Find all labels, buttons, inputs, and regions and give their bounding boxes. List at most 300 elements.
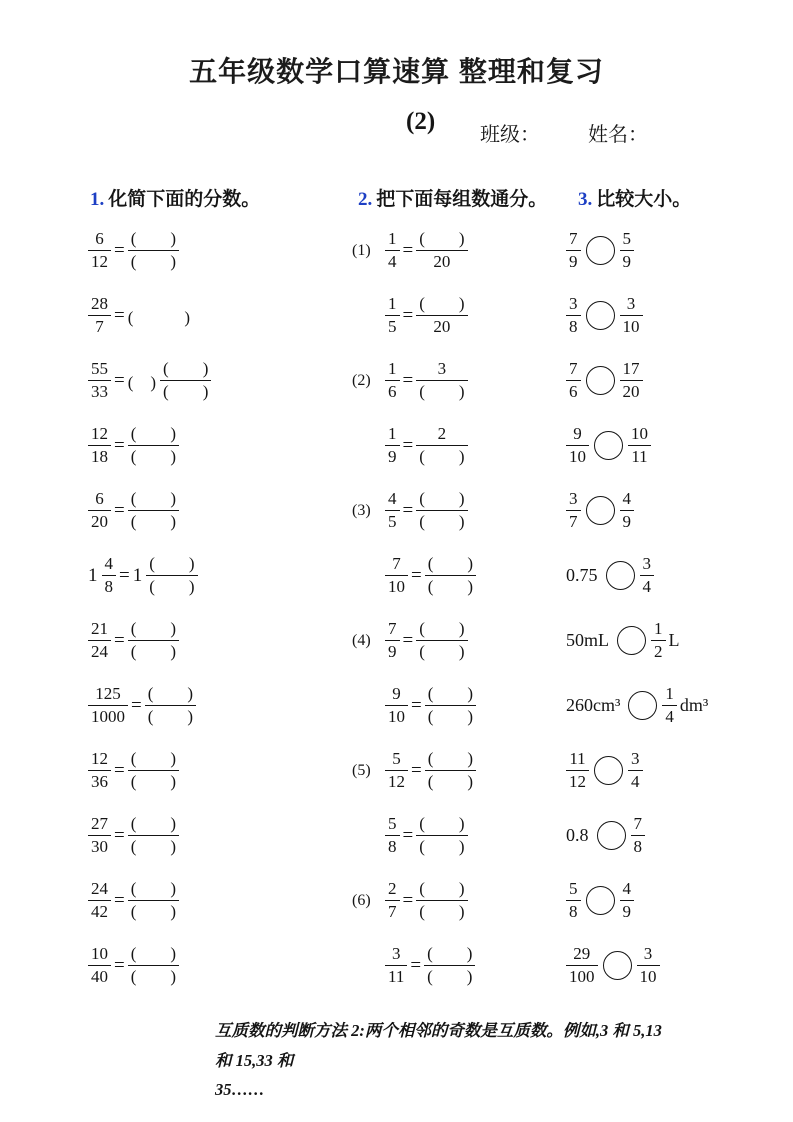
answer-blank: ( ) bbox=[127, 308, 191, 327]
section-label: 比较大小。 bbox=[596, 189, 692, 210]
right-fraction bbox=[620, 359, 643, 401]
fraction bbox=[385, 749, 408, 791]
denominator: 4 bbox=[388, 252, 397, 271]
equals-sign: = bbox=[114, 304, 125, 326]
numerator-blank: ( ) bbox=[145, 684, 196, 706]
section-heading-simplify bbox=[90, 184, 260, 211]
equals-sign: = bbox=[119, 564, 130, 586]
fraction bbox=[385, 294, 400, 336]
problem-row bbox=[566, 478, 793, 543]
answer-fraction-blank bbox=[416, 814, 467, 856]
problem-row bbox=[566, 283, 793, 348]
numerator: 29 bbox=[566, 944, 598, 966]
answer-fraction-blank bbox=[425, 554, 476, 596]
equals-sign: = bbox=[114, 759, 125, 781]
answer-fraction-blank bbox=[128, 814, 179, 856]
numerator: 12 bbox=[88, 424, 111, 446]
equals-sign: = bbox=[402, 369, 414, 391]
page-title: 五年级数学口算速算 整理和复习 bbox=[189, 56, 604, 87]
numerator-blank: ( ) bbox=[416, 489, 467, 511]
numerator: 28 bbox=[88, 294, 111, 316]
column-simplify bbox=[88, 218, 356, 998]
equals-sign: = bbox=[411, 759, 422, 781]
fraction bbox=[88, 814, 111, 856]
left-fraction bbox=[566, 359, 581, 401]
denominator-blank: ( ) bbox=[427, 707, 474, 726]
numerator-blank: ( ) bbox=[160, 359, 211, 381]
denominator: 7 bbox=[95, 317, 104, 336]
numerator-blank: ( ) bbox=[128, 944, 179, 966]
comparison-circle bbox=[606, 561, 635, 590]
fraction bbox=[88, 684, 128, 726]
denominator-blank: ( ) bbox=[419, 382, 465, 401]
problem-row bbox=[352, 608, 574, 673]
fraction bbox=[88, 294, 111, 336]
right-fraction bbox=[620, 879, 635, 921]
numerator: 27 bbox=[88, 814, 111, 836]
right-fraction bbox=[662, 684, 677, 726]
numerator: 3 bbox=[416, 359, 467, 381]
comparison-circle bbox=[603, 951, 632, 980]
group-number: (5) bbox=[352, 761, 371, 779]
problem-row bbox=[566, 803, 793, 868]
numerator: 21 bbox=[88, 619, 111, 641]
denominator: 8 bbox=[633, 837, 642, 856]
right-fraction bbox=[640, 554, 655, 596]
equals-sign: = bbox=[114, 889, 125, 911]
denominator: 20 bbox=[433, 317, 451, 336]
numerator-blank: ( ) bbox=[146, 554, 197, 576]
problem-row bbox=[352, 348, 574, 413]
denominator: 9 bbox=[622, 902, 631, 921]
whole-number: 1 bbox=[132, 564, 143, 586]
numerator-blank: ( ) bbox=[128, 879, 179, 901]
left-fraction bbox=[566, 489, 581, 531]
numerator: 7 bbox=[566, 359, 581, 381]
denominator: 30 bbox=[91, 837, 108, 856]
section-number: 2. bbox=[358, 189, 373, 210]
denominator-blank: ( ) bbox=[147, 707, 194, 726]
numerator: 5 bbox=[385, 749, 408, 771]
problem-row bbox=[88, 738, 356, 803]
problem-row bbox=[352, 803, 574, 868]
denominator: 11 bbox=[388, 967, 405, 986]
comparison-circle bbox=[597, 821, 626, 850]
left-fraction bbox=[566, 424, 589, 466]
section-label: 化简下面的分数。 bbox=[108, 189, 261, 210]
answer-fraction-blank bbox=[425, 749, 476, 791]
denominator: 9 bbox=[388, 447, 397, 466]
denominator: 18 bbox=[91, 447, 108, 466]
denominator: 20 bbox=[622, 382, 640, 401]
numerator: 10 bbox=[88, 944, 111, 966]
answer-fraction-blank bbox=[416, 359, 467, 401]
comparison-circle bbox=[594, 431, 623, 460]
numerator: 4 bbox=[620, 489, 635, 511]
answer-fraction-blank bbox=[424, 944, 475, 986]
name-label: 姓名： bbox=[588, 124, 648, 146]
denominator-blank: ( ) bbox=[419, 837, 465, 856]
denominator: 8 bbox=[388, 837, 397, 856]
numerator: 125 bbox=[88, 684, 128, 706]
numerator: 3 bbox=[637, 944, 660, 966]
denominator: 5 bbox=[388, 512, 397, 531]
denominator: 4 bbox=[631, 772, 640, 791]
problem-row bbox=[88, 283, 356, 348]
numerator: 12 bbox=[88, 749, 111, 771]
denominator: 4 bbox=[665, 707, 674, 726]
denominator-blank: ( ) bbox=[163, 382, 209, 401]
denominator: 12 bbox=[388, 772, 405, 791]
numerator: 5 bbox=[385, 814, 400, 836]
problem-row bbox=[88, 413, 356, 478]
numerator: 3 bbox=[566, 294, 581, 316]
denominator-blank: ( ) bbox=[149, 577, 195, 596]
answer-fraction-blank bbox=[146, 554, 197, 596]
answer-fraction-blank bbox=[128, 489, 179, 531]
problem-row bbox=[566, 673, 793, 738]
denominator-blank: ( ) bbox=[130, 642, 177, 661]
problem-row bbox=[566, 933, 793, 998]
right-fraction bbox=[628, 749, 643, 791]
problem-row bbox=[88, 933, 356, 998]
answer-fraction-blank bbox=[128, 229, 179, 271]
numerator-blank: ( ) bbox=[128, 489, 179, 511]
fraction bbox=[88, 749, 111, 791]
numerator: 1 bbox=[662, 684, 677, 706]
footer-line-1: 互质数的判断方法 2:两个相邻的奇数是互质数。例如,3 和 5,13 和 15,33 和 bbox=[215, 1021, 662, 1070]
denominator-blank: ( ) bbox=[130, 772, 177, 791]
left-value: 50mL bbox=[566, 630, 609, 650]
answer-fraction-blank bbox=[128, 424, 179, 466]
denominator: 9 bbox=[388, 642, 397, 661]
numerator: 1 bbox=[385, 424, 400, 446]
answer-fraction-blank bbox=[425, 684, 476, 726]
group-number: (2) bbox=[352, 371, 371, 389]
numerator: 3 bbox=[566, 489, 581, 511]
answer-fraction-blank bbox=[128, 944, 179, 986]
equals-sign: = bbox=[402, 499, 414, 521]
problem-row bbox=[352, 933, 574, 998]
equals-sign: = bbox=[114, 954, 125, 976]
denominator: 12 bbox=[569, 772, 586, 791]
section-number: 1. bbox=[90, 189, 105, 210]
comparison-circle bbox=[586, 366, 615, 395]
problem-row bbox=[352, 673, 574, 738]
numerator: 11 bbox=[566, 749, 589, 771]
fraction bbox=[88, 619, 111, 661]
numerator: 7 bbox=[566, 229, 581, 251]
equals-sign: = bbox=[114, 499, 125, 521]
denominator: 24 bbox=[91, 642, 108, 661]
numerator: 4 bbox=[620, 879, 635, 901]
numerator-blank: ( ) bbox=[425, 554, 476, 576]
equals-sign: = bbox=[402, 824, 414, 846]
numerator: 2 bbox=[385, 879, 400, 901]
equals-sign: = bbox=[114, 239, 125, 261]
fraction bbox=[385, 879, 400, 921]
denominator: 12 bbox=[91, 252, 108, 271]
right-unit: dm³ bbox=[679, 695, 709, 715]
equals-sign: = bbox=[402, 629, 414, 651]
left-value: 260cm³ bbox=[566, 695, 621, 715]
right-fraction bbox=[620, 489, 635, 531]
section-heading-common-denominator bbox=[358, 184, 547, 211]
left-fraction bbox=[566, 944, 598, 986]
footer-note bbox=[215, 1016, 675, 1105]
denominator: 11 bbox=[631, 447, 648, 466]
comparison-circle bbox=[586, 236, 615, 265]
numerator: 5 bbox=[620, 229, 635, 251]
answer-fraction-blank bbox=[416, 424, 467, 466]
problem-row bbox=[88, 218, 356, 283]
left-fraction bbox=[566, 294, 581, 336]
column-common-denominator bbox=[352, 218, 574, 998]
numerator-blank: ( ) bbox=[128, 814, 179, 836]
left-fraction bbox=[566, 229, 581, 271]
numerator: 3 bbox=[620, 294, 643, 316]
denominator: 6 bbox=[388, 382, 397, 401]
numerator-blank: ( ) bbox=[416, 619, 467, 641]
right-fraction bbox=[651, 619, 666, 661]
fraction bbox=[88, 424, 111, 466]
problem-row bbox=[88, 868, 356, 933]
numerator: 9 bbox=[385, 684, 408, 706]
comparison-circle bbox=[628, 691, 657, 720]
numerator: 7 bbox=[385, 554, 408, 576]
equals-sign: = bbox=[114, 434, 125, 456]
equals-sign: = bbox=[402, 434, 414, 456]
answer-fraction-blank bbox=[416, 229, 467, 271]
right-fraction bbox=[628, 424, 651, 466]
comparison-circle bbox=[586, 301, 615, 330]
numerator: 1 bbox=[651, 619, 666, 641]
fraction bbox=[385, 359, 400, 401]
numerator: 1 bbox=[385, 294, 400, 316]
answer-fraction-blank bbox=[416, 489, 467, 531]
numerator: 3 bbox=[628, 749, 643, 771]
denominator-blank: ( ) bbox=[130, 447, 177, 466]
fraction bbox=[385, 944, 407, 986]
answer-fraction-blank bbox=[128, 619, 179, 661]
denominator-blank: ( ) bbox=[427, 967, 473, 986]
denominator: 1000 bbox=[91, 707, 125, 726]
numerator: 4 bbox=[102, 554, 117, 576]
fraction bbox=[88, 489, 111, 531]
column-compare bbox=[566, 218, 793, 998]
denominator-blank: ( ) bbox=[419, 642, 465, 661]
problem-row bbox=[566, 608, 793, 673]
problem-row bbox=[88, 348, 356, 413]
equals-sign: = bbox=[402, 304, 414, 326]
numerator-blank: ( ) bbox=[416, 814, 467, 836]
fraction bbox=[102, 554, 117, 596]
answer-fraction-blank bbox=[128, 749, 179, 791]
denominator-blank: ( ) bbox=[130, 902, 177, 921]
fraction bbox=[88, 229, 111, 271]
right-unit: L bbox=[668, 630, 680, 650]
section-label: 把下面每组数通分。 bbox=[376, 189, 548, 210]
fraction bbox=[385, 684, 408, 726]
equals-sign: = bbox=[410, 954, 422, 976]
section-heading-compare bbox=[578, 184, 691, 211]
equals-sign: = bbox=[411, 694, 422, 716]
section-number: 3. bbox=[578, 189, 593, 210]
denominator-blank: ( ) bbox=[130, 512, 177, 531]
numerator-blank: ( ) bbox=[128, 619, 179, 641]
denominator-blank: ( ) bbox=[130, 967, 177, 986]
denominator: 40 bbox=[91, 967, 108, 986]
problem-row bbox=[566, 413, 793, 478]
problem-row bbox=[566, 738, 793, 803]
whole-number-blank: ( ) bbox=[127, 373, 157, 392]
worksheet-number: (2) bbox=[406, 108, 436, 135]
denominator: 42 bbox=[91, 902, 108, 921]
left-value: 0.75 bbox=[566, 565, 598, 585]
numerator: 6 bbox=[88, 489, 111, 511]
denominator: 33 bbox=[91, 382, 108, 401]
numerator-blank: ( ) bbox=[416, 879, 467, 901]
denominator-blank: ( ) bbox=[427, 772, 474, 791]
equals-sign: = bbox=[402, 239, 414, 261]
fraction bbox=[385, 554, 408, 596]
numerator-blank: ( ) bbox=[128, 229, 179, 251]
fraction bbox=[385, 619, 400, 661]
numerator-blank: ( ) bbox=[416, 229, 467, 251]
left-value: 0.8 bbox=[566, 825, 589, 845]
equals-sign: = bbox=[114, 369, 125, 391]
denominator: 20 bbox=[91, 512, 108, 531]
answer-fraction-blank bbox=[145, 684, 196, 726]
numerator: 1 bbox=[385, 229, 400, 251]
answer-fraction-blank bbox=[160, 359, 211, 401]
numerator-blank: ( ) bbox=[425, 749, 476, 771]
denominator-blank: ( ) bbox=[419, 512, 465, 531]
footer-line-2: 35…… bbox=[215, 1080, 265, 1100]
problem-row bbox=[88, 673, 356, 738]
equals-sign: = bbox=[114, 629, 125, 651]
problem-row bbox=[88, 608, 356, 673]
fraction bbox=[88, 944, 111, 986]
denominator: 100 bbox=[569, 967, 595, 986]
problem-row bbox=[566, 543, 793, 608]
numerator: 1 bbox=[385, 359, 400, 381]
right-fraction bbox=[631, 814, 646, 856]
denominator-blank: ( ) bbox=[419, 902, 465, 921]
numerator: 6 bbox=[88, 229, 111, 251]
left-fraction bbox=[566, 749, 589, 791]
answer-fraction-blank bbox=[416, 619, 467, 661]
numerator: 24 bbox=[88, 879, 111, 901]
group-number: (6) bbox=[352, 891, 371, 909]
numerator: 3 bbox=[385, 944, 407, 966]
numerator-blank: ( ) bbox=[424, 944, 475, 966]
numerator: 55 bbox=[88, 359, 111, 381]
problem-row bbox=[88, 543, 356, 608]
denominator: 9 bbox=[622, 512, 631, 531]
equals-sign: = bbox=[114, 824, 125, 846]
problem-row bbox=[352, 218, 574, 283]
denominator-blank: ( ) bbox=[427, 577, 474, 596]
fraction bbox=[385, 489, 400, 531]
left-fraction bbox=[566, 879, 581, 921]
numerator: 2 bbox=[416, 424, 467, 446]
comparison-circle bbox=[586, 886, 615, 915]
denominator: 7 bbox=[388, 902, 397, 921]
numerator: 4 bbox=[385, 489, 400, 511]
answer-fraction-blank bbox=[416, 879, 467, 921]
problem-row bbox=[352, 283, 574, 348]
fraction bbox=[385, 229, 400, 271]
right-fraction bbox=[637, 944, 660, 986]
problem-row bbox=[352, 868, 574, 933]
answer-fraction-blank bbox=[416, 294, 467, 336]
numerator-blank: ( ) bbox=[128, 749, 179, 771]
denominator: 8 bbox=[569, 902, 578, 921]
problem-row bbox=[88, 478, 356, 543]
problem-row bbox=[566, 348, 793, 413]
denominator-blank: ( ) bbox=[130, 837, 177, 856]
denominator: 6 bbox=[569, 382, 578, 401]
denominator: 36 bbox=[91, 772, 108, 791]
denominator: 10 bbox=[639, 967, 657, 986]
right-fraction bbox=[620, 229, 635, 271]
denominator: 10 bbox=[622, 317, 640, 336]
fraction bbox=[88, 359, 111, 401]
denominator-blank: ( ) bbox=[130, 252, 177, 271]
whole-number: 1 bbox=[88, 564, 98, 586]
numerator: 17 bbox=[620, 359, 643, 381]
denominator: 9 bbox=[622, 252, 631, 271]
problem-row bbox=[352, 543, 574, 608]
comparison-circle bbox=[594, 756, 623, 785]
denominator: 10 bbox=[388, 577, 405, 596]
numerator-blank: ( ) bbox=[425, 684, 476, 706]
fraction bbox=[88, 879, 111, 921]
fraction bbox=[385, 424, 400, 466]
denominator: 5 bbox=[388, 317, 397, 336]
group-number: (3) bbox=[352, 501, 371, 519]
numerator: 3 bbox=[640, 554, 655, 576]
comparison-circle bbox=[617, 626, 646, 655]
numerator: 7 bbox=[385, 619, 400, 641]
equals-sign: = bbox=[411, 564, 422, 586]
denominator: 8 bbox=[569, 317, 578, 336]
problem-row bbox=[88, 803, 356, 868]
numerator: 10 bbox=[628, 424, 651, 446]
denominator: 10 bbox=[569, 447, 586, 466]
right-fraction bbox=[620, 294, 643, 336]
group-number: (1) bbox=[352, 241, 371, 259]
comparison-circle bbox=[586, 496, 615, 525]
denominator: 10 bbox=[388, 707, 405, 726]
answer-fraction-blank bbox=[128, 879, 179, 921]
denominator: 4 bbox=[642, 577, 651, 596]
denominator: 9 bbox=[569, 252, 578, 271]
problem-row bbox=[352, 413, 574, 478]
fraction bbox=[385, 814, 400, 856]
denominator: 8 bbox=[104, 577, 113, 596]
equals-sign: = bbox=[131, 694, 142, 716]
problem-row bbox=[352, 478, 574, 543]
denominator: 20 bbox=[433, 252, 451, 271]
numerator-blank: ( ) bbox=[128, 424, 179, 446]
denominator: 7 bbox=[569, 512, 578, 531]
denominator: 2 bbox=[654, 642, 663, 661]
class-label: 班级： bbox=[480, 124, 540, 146]
numerator-blank: ( ) bbox=[416, 294, 467, 316]
numerator: 5 bbox=[566, 879, 581, 901]
